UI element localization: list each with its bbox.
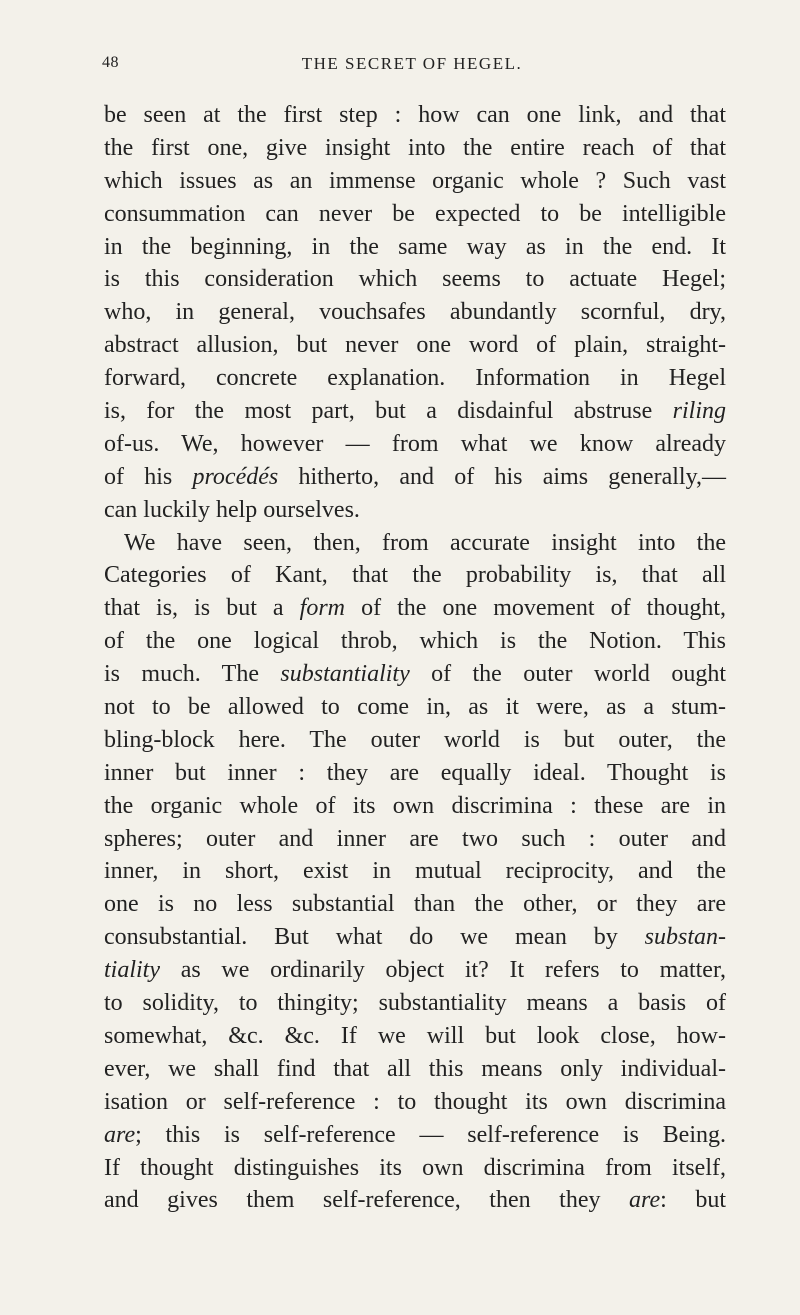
text-run: abstract allusion, but never one word of plain, straight- [104,332,726,359]
text-line [104,231,726,264]
text-run: of the one logical throb, which is the Notion. This [104,628,726,655]
text-line [104,527,726,560]
text-line [104,428,726,461]
text-run: to solidity, to thingity; substantiality means a basis of [104,990,726,1017]
text-run: of his [104,463,193,490]
text-line [104,592,726,625]
text-run: and gives them self-reference, then they [104,1187,630,1214]
text-line [104,1020,726,1053]
text-run: forward, concrete explanation. Information in Hegel [104,365,726,392]
text-line [104,1152,726,1185]
text-line [104,165,726,198]
italic-text: tiality [104,957,160,984]
text-line [104,987,726,1020]
text-run: the first one, give insight into the entire reach of that [104,134,726,161]
text-run: somewhat, &c. &c. If we will but look close, how- [104,1022,726,1049]
text-run: be seen at the first step : how can one link, and that [104,102,726,128]
text-line [104,559,726,592]
text-run: consubstantial. But what do we mean by [104,924,645,951]
text-line [104,724,726,757]
text-line [104,494,726,527]
text-line [104,1053,726,1086]
text-line [104,625,726,658]
text-line [104,921,726,954]
text-run: not to be allowed to come in, as it were, as a stum- [104,694,726,721]
text-line [104,855,726,888]
text-run: Categories of Kant, that the probability is, that all [104,562,726,589]
text-line [104,823,726,856]
text-line [104,461,726,494]
text-run: We have seen, then, from accurate insight into the [124,529,726,556]
text-line [104,362,726,395]
text-line [104,954,726,987]
text-line [104,1184,726,1217]
text-run: hitherto, and of his aims generally,— [278,463,727,490]
text-line [104,329,726,362]
text-run: one is no less substantial than the other, or they are [104,891,726,918]
page-header [102,54,722,78]
text-run: If thought distinguishes its own discrimina from itself, [104,1154,726,1181]
text-run: isation or self-reference : to thought its own discrimina [104,1088,726,1115]
text-run: which issues as an immense organic whole ? Such vast [104,167,726,194]
text-line [104,296,726,329]
page-number: 48 [102,54,119,71]
text-line [104,691,726,724]
text-run: inner, in short, exist in mutual reciprocity, and the [104,858,726,885]
text-run: the organic whole of its own discrimina : these are in [104,792,726,819]
text-run: bling-block here. The outer world is but outer, the [104,726,726,753]
italic-text: are [629,1187,661,1214]
text-run: ; this is self-reference — self-reference is Being. [135,1121,726,1148]
running-title: THE SECRET OF HEGEL. [301,54,523,73]
text-line [104,1119,726,1152]
text-run: is, for the most part, but a disdainful abstruse [104,398,673,425]
text-line [104,395,726,428]
text-run: that is, is but a [104,595,300,622]
text-run: consummation can never be expected to be intelligible [104,200,726,227]
text-line [104,757,726,790]
text-run: : but [660,1187,726,1214]
text-line [104,198,726,231]
text-line [104,99,726,132]
text-line [104,888,726,921]
text-run: ever, we shall find that all this means only individual- [104,1055,726,1082]
text-run: as we ordinarily object it? It refers to matter, [160,957,726,984]
italic-text: are [104,1121,136,1148]
text-run: in the beginning, in the same way as in the end. It [104,233,726,260]
text-run: is this consideration which seems to actuate Hegel; [104,266,726,293]
text-run: inner but inner : they are equally ideal. Thought is [104,759,726,786]
text-line [104,132,726,165]
text-run: spheres; outer and inner are two such : outer and [104,825,726,852]
text-run: of-us. We, however — from what we know already [104,430,726,457]
italic-text: substan- [644,924,726,951]
text-run: can luckily help ourselves. [104,496,360,523]
text-line [104,658,726,691]
text-run: who, in general, vouchsafes abundantly scornful, dry, [104,299,726,326]
italic-text: riling [672,398,726,425]
body-text [104,99,726,1217]
text-run: is much. The [104,661,281,688]
text-run: of the outer world ought [409,661,726,688]
italic-text: procédés [192,463,279,490]
text-line [104,263,726,296]
italic-text: form [299,595,345,622]
text-line [104,790,726,823]
italic-text: substantiality [280,661,410,688]
text-line [104,1086,726,1119]
text-run: of the one movement of thought, [345,595,726,622]
